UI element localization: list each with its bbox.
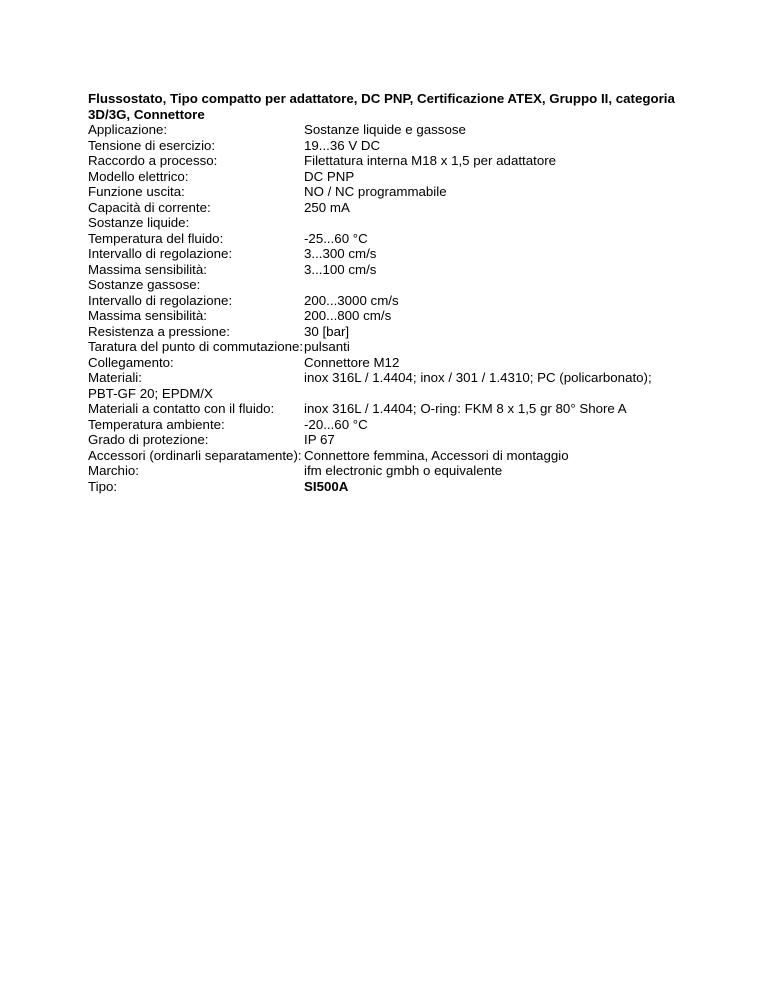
spec-row [88, 401, 688, 417]
spec-value [304, 277, 688, 293]
spec-row [88, 370, 688, 386]
spec-value [304, 215, 688, 231]
spec-row [88, 231, 688, 247]
spec-section-heading [88, 215, 688, 231]
spec-value: 30 [bar] [304, 323, 350, 339]
spec-value: DC PNP [304, 168, 355, 184]
spec-label: Resistenza a pressione: [88, 323, 230, 339]
spec-section-heading [88, 277, 688, 293]
spec-row [88, 417, 688, 433]
spec-row [88, 200, 688, 216]
spec-label: Capacità di corrente: [88, 199, 211, 215]
spec-document [88, 91, 688, 494]
spec-label: Massima sensibilità: [88, 261, 207, 277]
spec-row [88, 324, 688, 340]
spec-label: Temperatura del fluido: [88, 230, 224, 246]
spec-label: Modello elettrico: [88, 168, 189, 184]
spec-row [88, 355, 688, 371]
spec-row [88, 293, 688, 309]
spec-label: Funzione uscita: [88, 184, 185, 199]
spec-value: Connettore femmina, Accessori di montaggio [304, 447, 569, 463]
spec-value: IP 67 [304, 432, 335, 447]
spec-label: Taratura del punto di commutazione: [88, 339, 304, 354]
spec-value: inox 316L / 1.4404; O-ring: FKM 8 x 1,5 gr 80° Shore A [304, 401, 627, 416]
materials-continuation: PBT-GF 20; EPDM/X [88, 385, 213, 401]
spec-row [88, 262, 688, 278]
spec-row [88, 448, 688, 464]
spec-row [88, 153, 688, 169]
spec-value: Connettore M12 [304, 354, 400, 370]
product-type-code: SI500A [304, 478, 349, 494]
spec-label: Sostanze gassose: [88, 277, 201, 292]
spec-label: Marchio: [88, 463, 139, 478]
spec-row [88, 184, 688, 200]
spec-row [88, 122, 688, 138]
spec-value: 250 mA [304, 199, 350, 215]
spec-value: 200...3000 cm/s [304, 292, 399, 308]
spec-row [88, 432, 688, 448]
spec-value: ifm electronic gmbh o equivalente [304, 463, 503, 478]
spec-value: pulsanti [304, 339, 350, 354]
spec-label: Intervallo di regolazione: [88, 246, 233, 261]
spec-row [88, 479, 688, 495]
spec-list [88, 122, 688, 494]
spec-value: NO / NC programmabile [304, 184, 447, 199]
spec-label: Raccordo a processo: [88, 153, 218, 168]
spec-row [88, 339, 688, 355]
spec-row [88, 169, 688, 185]
spec-label: Tensione di esercizio: [88, 137, 216, 153]
spec-value: 200...800 cm/s [304, 308, 392, 323]
spec-label: Tipo: [88, 478, 118, 494]
spec-label: Collegamento: [88, 354, 174, 370]
spec-label: Grado di protezione: [88, 432, 209, 447]
spec-value: 3...100 cm/s [304, 261, 377, 277]
spec-label: Applicazione: [88, 122, 168, 137]
spec-row [88, 308, 688, 324]
spec-label: Materiali a contatto con il fluido: [88, 401, 275, 416]
document-title: Flussostato, Tipo compatto per adattatore, DC PNP, Certificazione ATEX, Gruppo II, categoria 3D/3G, Connettore [88, 91, 675, 122]
spec-label: Massima sensibilità: [88, 308, 207, 323]
spec-row [88, 246, 688, 262]
spec-row [88, 463, 688, 479]
spec-value: -20...60 °C [304, 416, 368, 432]
spec-value: Sostanze liquide e gassose [304, 122, 466, 137]
spec-label: Intervallo di regolazione: [88, 292, 233, 308]
spec-value: 19...36 V DC [304, 137, 381, 153]
spec-value: 3...300 cm/s [304, 246, 377, 261]
spec-label: Sostanze liquide: [88, 215, 190, 230]
spec-label: Materiali: [88, 370, 142, 385]
spec-value: Filettatura interna M18 x 1,5 per adattatore [304, 153, 557, 168]
spec-row [88, 138, 688, 154]
spec-value: inox 316L / 1.4404; inox / 301 / 1.4310; PC (policarbonato); [304, 370, 652, 385]
spec-label: Accessori (ordinarli separatamente): [88, 447, 302, 463]
spec-value: -25...60 °C [304, 230, 368, 246]
spec-label: Temperatura ambiente: [88, 416, 225, 432]
